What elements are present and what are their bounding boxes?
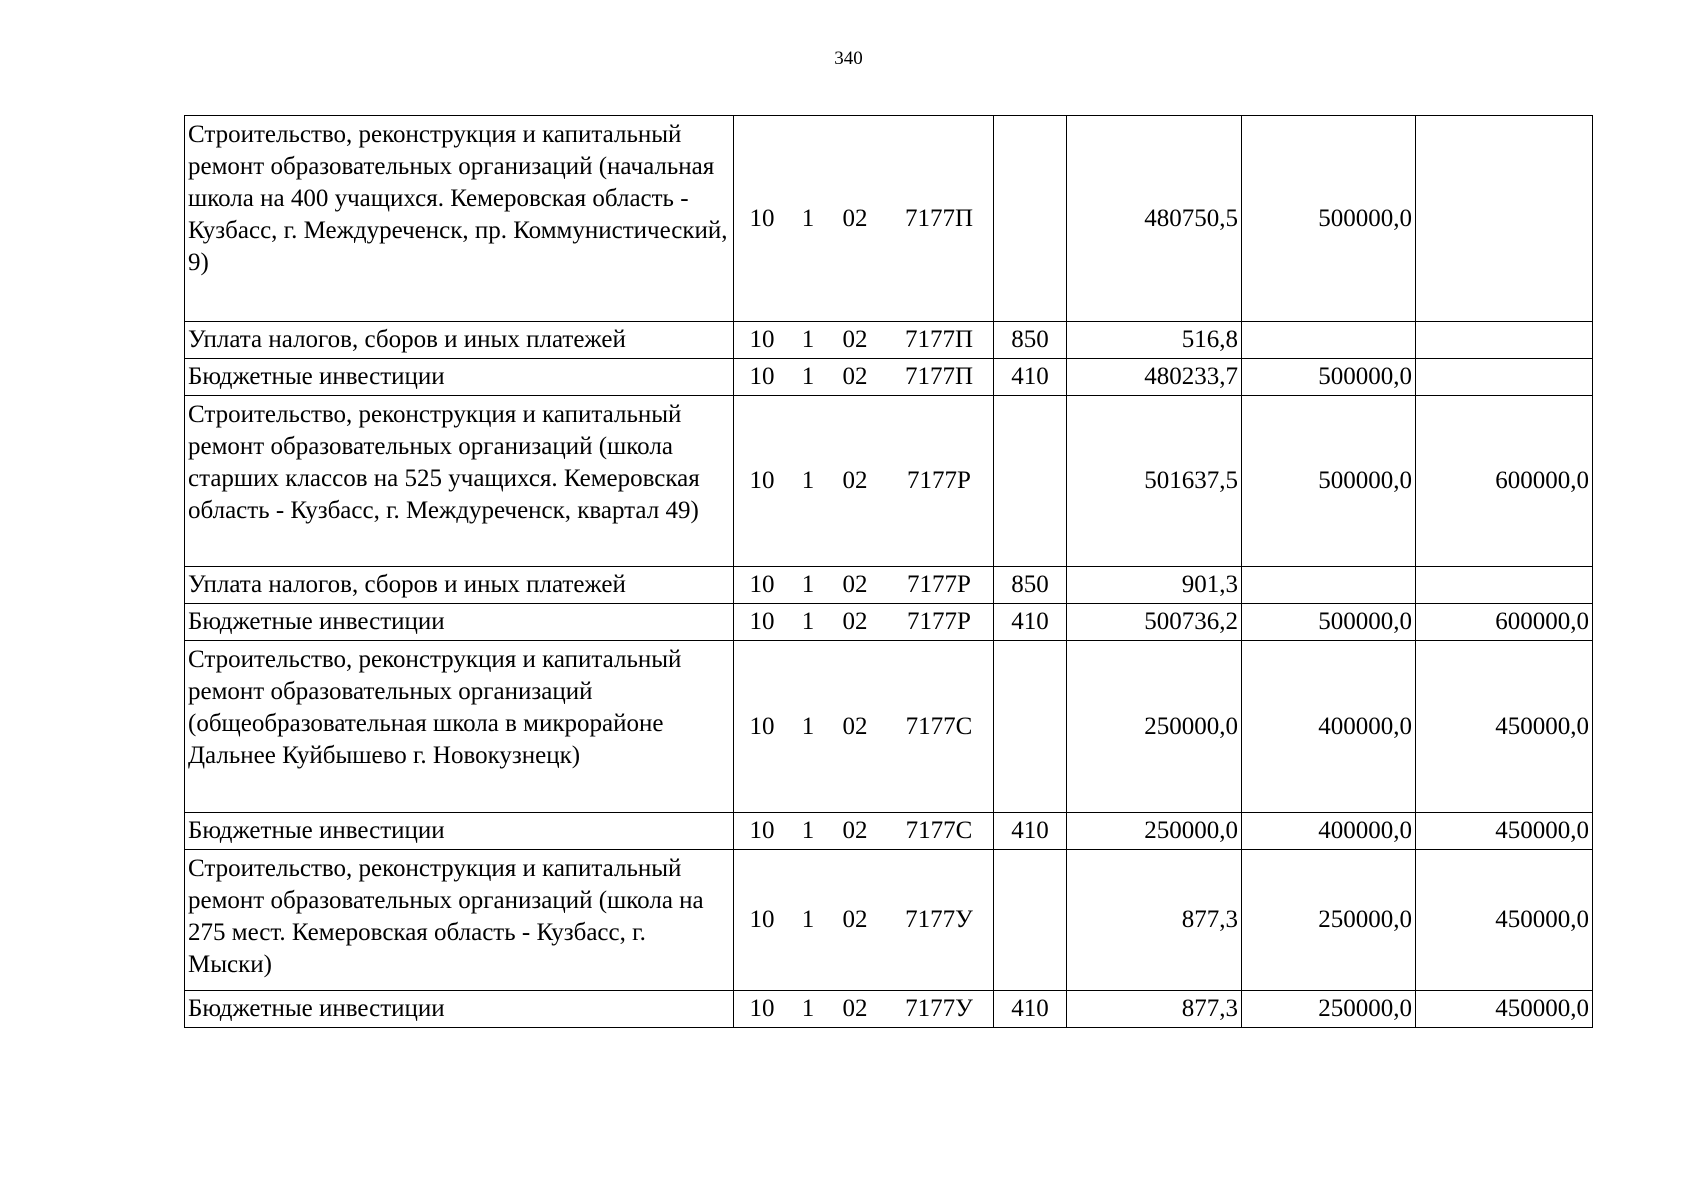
row-name: Бюджетные инвестиции xyxy=(185,604,734,641)
row-value-3: 450000,0 xyxy=(1416,813,1593,850)
row-codes: 10 1 02 7177Р xyxy=(734,604,994,641)
table-row xyxy=(185,359,1593,396)
row-expense-type xyxy=(994,396,1067,567)
row-name: Строительство, реконструкция и капитальный ремонт образовательных организаций (школа старших классов на 525 учащихся. Кемеровская область - Кузбасс, г. Междуреченск, квартал 49) xyxy=(185,396,734,567)
row-name: Бюджетные инвестиции xyxy=(185,813,734,850)
table-row xyxy=(185,813,1593,850)
table-row xyxy=(185,396,1593,567)
row-name: Строительство, реконструкция и капитальный ремонт образовательных организаций (школа на 275 мест. Кемеровская область - Кузбасс, г. Мыски) xyxy=(185,850,734,991)
row-codes: 10 1 02 7177П xyxy=(734,322,994,359)
row-expense-type xyxy=(994,116,1067,322)
row-expense-type: 410 xyxy=(994,991,1067,1028)
row-value-2: 500000,0 xyxy=(1242,604,1416,641)
table-row xyxy=(185,850,1593,991)
row-expense-type: 410 xyxy=(994,359,1067,396)
row-expense-type xyxy=(994,850,1067,991)
row-expense-type: 410 xyxy=(994,813,1067,850)
row-codes: 10 1 02 7177Р xyxy=(734,567,994,604)
row-codes: 10 1 02 7177С xyxy=(734,813,994,850)
row-value-2: 250000,0 xyxy=(1242,991,1416,1028)
row-expense-type: 410 xyxy=(994,604,1067,641)
table-row xyxy=(185,991,1593,1028)
row-expense-type: 850 xyxy=(994,567,1067,604)
row-value-1: 877,3 xyxy=(1067,991,1242,1028)
table-row xyxy=(185,641,1593,813)
row-value-2 xyxy=(1242,322,1416,359)
row-value-1: 516,8 xyxy=(1067,322,1242,359)
row-name: Уплата налогов, сборов и иных платежей xyxy=(185,322,734,359)
row-value-2: 500000,0 xyxy=(1242,396,1416,567)
page-number: 340 xyxy=(834,48,863,69)
table-row xyxy=(185,604,1593,641)
row-codes: 10 1 02 7177П xyxy=(734,359,994,396)
row-codes: 10 1 02 7177У xyxy=(734,991,994,1028)
row-expense-type xyxy=(994,641,1067,813)
row-value-3: 450000,0 xyxy=(1416,850,1593,991)
row-value-2: 250000,0 xyxy=(1242,850,1416,991)
row-value-1: 250000,0 xyxy=(1067,813,1242,850)
row-value-2: 400000,0 xyxy=(1242,813,1416,850)
row-value-1: 480233,7 xyxy=(1067,359,1242,396)
row-codes: 10 1 02 7177Р xyxy=(734,396,994,567)
row-expense-type: 850 xyxy=(994,322,1067,359)
row-codes: 10 1 02 7177С xyxy=(734,641,994,813)
row-name: Строительство, реконструкция и капитальный ремонт образовательных организаций (начальная школа на 400 учащихся. Кемеровская область - Кузбасс, г. Междуреченск, пр. Коммунистический, 9) xyxy=(185,116,734,322)
table-row xyxy=(185,116,1593,322)
row-value-1: 501637,5 xyxy=(1067,396,1242,567)
row-value-1: 901,3 xyxy=(1067,567,1242,604)
row-value-1: 500736,2 xyxy=(1067,604,1242,641)
row-value-3 xyxy=(1416,116,1593,322)
row-name: Строительство, реконструкция и капитальный ремонт образовательных организаций (общеобразовательная школа в микрорайоне Дальнее Куйбышево г. Новокузнецк) xyxy=(185,641,734,813)
row-name: Бюджетные инвестиции xyxy=(185,359,734,396)
row-value-3: 600000,0 xyxy=(1416,396,1593,567)
budget-table xyxy=(184,115,1593,1028)
row-value-3 xyxy=(1416,567,1593,604)
row-value-3: 450000,0 xyxy=(1416,641,1593,813)
row-value-2: 500000,0 xyxy=(1242,359,1416,396)
row-codes: 10 1 02 7177У xyxy=(734,850,994,991)
row-value-2 xyxy=(1242,567,1416,604)
row-value-2: 500000,0 xyxy=(1242,116,1416,322)
row-value-1: 480750,5 xyxy=(1067,116,1242,322)
table-row xyxy=(185,567,1593,604)
row-name: Уплата налогов, сборов и иных платежей xyxy=(185,567,734,604)
row-value-3: 600000,0 xyxy=(1416,604,1593,641)
row-value-3 xyxy=(1416,322,1593,359)
row-name: Бюджетные инвестиции xyxy=(185,991,734,1028)
row-value-3 xyxy=(1416,359,1593,396)
row-value-1: 250000,0 xyxy=(1067,641,1242,813)
row-value-1: 877,3 xyxy=(1067,850,1242,991)
table-row xyxy=(185,322,1593,359)
row-value-3: 450000,0 xyxy=(1416,991,1593,1028)
row-value-2: 400000,0 xyxy=(1242,641,1416,813)
row-codes: 10 1 02 7177П xyxy=(734,116,994,322)
